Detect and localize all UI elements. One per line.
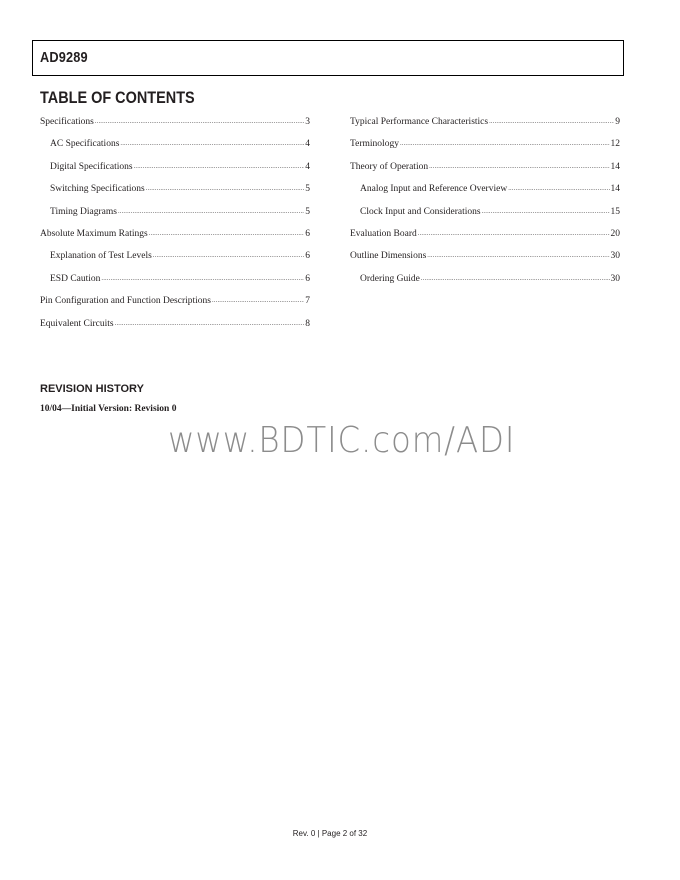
toc-leader-dots xyxy=(421,273,610,283)
toc-entry-label: AC Specifications xyxy=(50,139,120,150)
toc-entry-page: 15 xyxy=(610,206,620,217)
toc-entry-label: Evaluation Board xyxy=(350,228,417,239)
toc-leader-dots xyxy=(146,183,305,193)
toc-leader-dots xyxy=(153,250,304,260)
toc-entry-label: Pin Configuration and Function Descriptions xyxy=(40,296,211,307)
toc-entry-label: ESD Caution xyxy=(50,273,101,284)
toc-leader-dots xyxy=(418,228,610,238)
toc-entry-page: 6 xyxy=(305,228,310,239)
revision-history-entry: 10/04—Initial Version: Revision 0 xyxy=(40,404,177,414)
toc-leader-dots xyxy=(118,206,304,216)
toc-entry[interactable] xyxy=(350,117,620,139)
toc-entry-label: Theory of Operation xyxy=(350,161,429,172)
toc-leader-dots xyxy=(101,273,304,283)
toc-title: TABLE OF CONTENTS xyxy=(40,88,195,107)
revision-history-title: REVISION HISTORY xyxy=(40,383,144,395)
toc-entry[interactable] xyxy=(40,117,310,139)
toc-entry-label: Outline Dimensions xyxy=(350,251,427,262)
toc-entry-label: Specifications xyxy=(40,117,94,127)
toc-entry[interactable] xyxy=(40,274,310,296)
toc-leader-dots xyxy=(212,295,304,305)
toc-entry[interactable] xyxy=(350,184,620,206)
toc-entry-label: Analog Input and Reference Overview xyxy=(360,184,508,195)
toc-entry[interactable] xyxy=(350,139,620,161)
watermark: www.BDTIC.com/ADI xyxy=(168,420,516,461)
header-box xyxy=(32,40,624,76)
toc-entry[interactable] xyxy=(40,162,310,184)
toc-leader-dots xyxy=(134,161,305,171)
toc-entry[interactable] xyxy=(40,184,310,206)
toc-entry-page: 20 xyxy=(610,228,620,239)
toc-entry-page: 12 xyxy=(610,139,620,150)
toc-entry-label: Timing Diagrams xyxy=(50,206,117,217)
toc-leader-dots xyxy=(427,250,609,260)
toc-entry[interactable] xyxy=(40,251,310,273)
toc-entry-page: 8 xyxy=(305,318,310,329)
toc-entry-label: Clock Input and Considerations xyxy=(360,206,481,217)
toc-leader-dots xyxy=(508,183,609,193)
toc-entry-page: 5 xyxy=(305,184,310,195)
toc-entry-label: Explanation of Test Levels xyxy=(50,251,152,262)
toc-leader-dots xyxy=(400,138,610,148)
toc-entry[interactable] xyxy=(40,229,310,251)
toc-entry[interactable] xyxy=(350,162,620,184)
toc-leader-dots xyxy=(489,116,614,126)
toc-entry-page: 30 xyxy=(610,251,620,262)
toc-entry-page: 6 xyxy=(305,251,310,262)
toc-column-right xyxy=(350,117,620,296)
toc-entry-page: 6 xyxy=(305,273,310,284)
toc-entry[interactable] xyxy=(40,296,310,318)
toc-entry[interactable] xyxy=(350,207,620,229)
toc-entry-page: 5 xyxy=(305,206,310,217)
toc-entry-label: Terminology xyxy=(350,139,399,150)
toc-entry[interactable] xyxy=(350,274,620,296)
toc-entry[interactable] xyxy=(40,207,310,229)
toc-entry-page: 30 xyxy=(610,273,620,284)
toc-leader-dots xyxy=(149,228,305,238)
toc-entry-page: 4 xyxy=(305,139,310,150)
toc-entry-page: 7 xyxy=(305,296,310,307)
toc-leader-dots xyxy=(95,116,304,126)
toc-entry-label: Digital Specifications xyxy=(50,161,133,172)
toc-entry[interactable] xyxy=(350,229,620,251)
toc-leader-dots xyxy=(482,206,610,216)
toc-entry-label: Equivalent Circuits xyxy=(40,318,114,329)
toc-entry-page: 9 xyxy=(615,117,620,127)
toc-entry-label: Switching Specifications xyxy=(50,184,145,195)
toc-entry[interactable] xyxy=(40,319,310,341)
toc-leader-dots xyxy=(429,161,609,171)
toc-entry-page: 3 xyxy=(305,117,310,127)
toc-entry-page: 14 xyxy=(610,161,620,172)
toc-entry[interactable] xyxy=(350,251,620,273)
toc-entry-label: Ordering Guide xyxy=(360,273,420,284)
toc-entry-page: 14 xyxy=(610,184,620,195)
part-number: AD9289 xyxy=(40,49,88,66)
toc-leader-dots xyxy=(115,318,305,328)
page-footer: Rev. 0 | Page 2 of 32 xyxy=(292,829,368,838)
toc-entry-page: 4 xyxy=(305,161,310,172)
toc-entry[interactable] xyxy=(40,139,310,161)
toc-column-left xyxy=(40,117,310,341)
toc-entry-label: Typical Performance Characteristics xyxy=(350,117,489,127)
toc-leader-dots xyxy=(120,138,304,148)
toc-entry-label: Absolute Maximum Ratings xyxy=(40,228,148,239)
